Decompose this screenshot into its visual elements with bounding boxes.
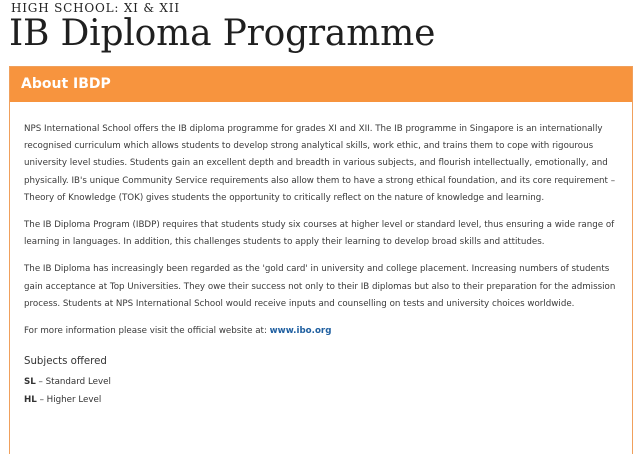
level-item-sl	[24, 373, 628, 391]
intro-paragraph: NPS International School offers the IB diploma programme for grades XI and XII. The IB programme in Singapore is an internationally recognised curriculum which allows students to develop strong analytical skills, work ethic, and trains them to cope with rigourous university level studies. Students gain an excellent depth and breadth in various subjects, and flourish intellectually, emotionally, and physically. IB's unique Community Service requirements also allow them to have a strong ethical foundation, and its core requirement –Theory of Knowledge (TOK) gives students the opportunity to critically reflect on the nature of knowledge and learning.	[24, 124, 616, 203]
level-abbr: HL	[24, 395, 37, 406]
info-paragraph	[24, 323, 628, 340]
subjects-heading: Subjects offered	[24, 356, 107, 368]
level-desc: – Standard Level	[35, 377, 111, 388]
page-title: IB Diploma Programme	[9, 13, 436, 54]
level-abbr: SL	[24, 377, 36, 388]
info-text: For more information please visit the official website at:	[24, 326, 270, 337]
requirements-paragraph: The IB Diploma Program (IBDP) requires that students study six courses at higher level or standard level, thus ensuring a wide range of learning in languages. In addition, this challenges students to apply their learning to develop broad skills and attitudes.	[24, 220, 615, 248]
section-eyebrow: HIGH SCHOOL: XI & XII	[11, 1, 180, 15]
university-paragraph: The IB Diploma has increasingly been regarded as the 'gold card' in university and college placement. Increasing numbers of students gain acceptance at Top Universities. They owe their success not only to their IB diplomas but also to their preparation for the admission process. Students at NPS International School would receive inputs and counselling on tests and university choices worldwide.	[24, 264, 616, 309]
ibo-website-link[interactable]: www.ibo.org	[269, 326, 332, 337]
level-desc: – Higher Level	[36, 395, 102, 406]
panel-header: About IBDP	[10, 67, 632, 102]
panel-body	[10, 102, 632, 409]
about-ibdp-panel	[9, 66, 633, 454]
level-item-hl	[24, 391, 628, 409]
